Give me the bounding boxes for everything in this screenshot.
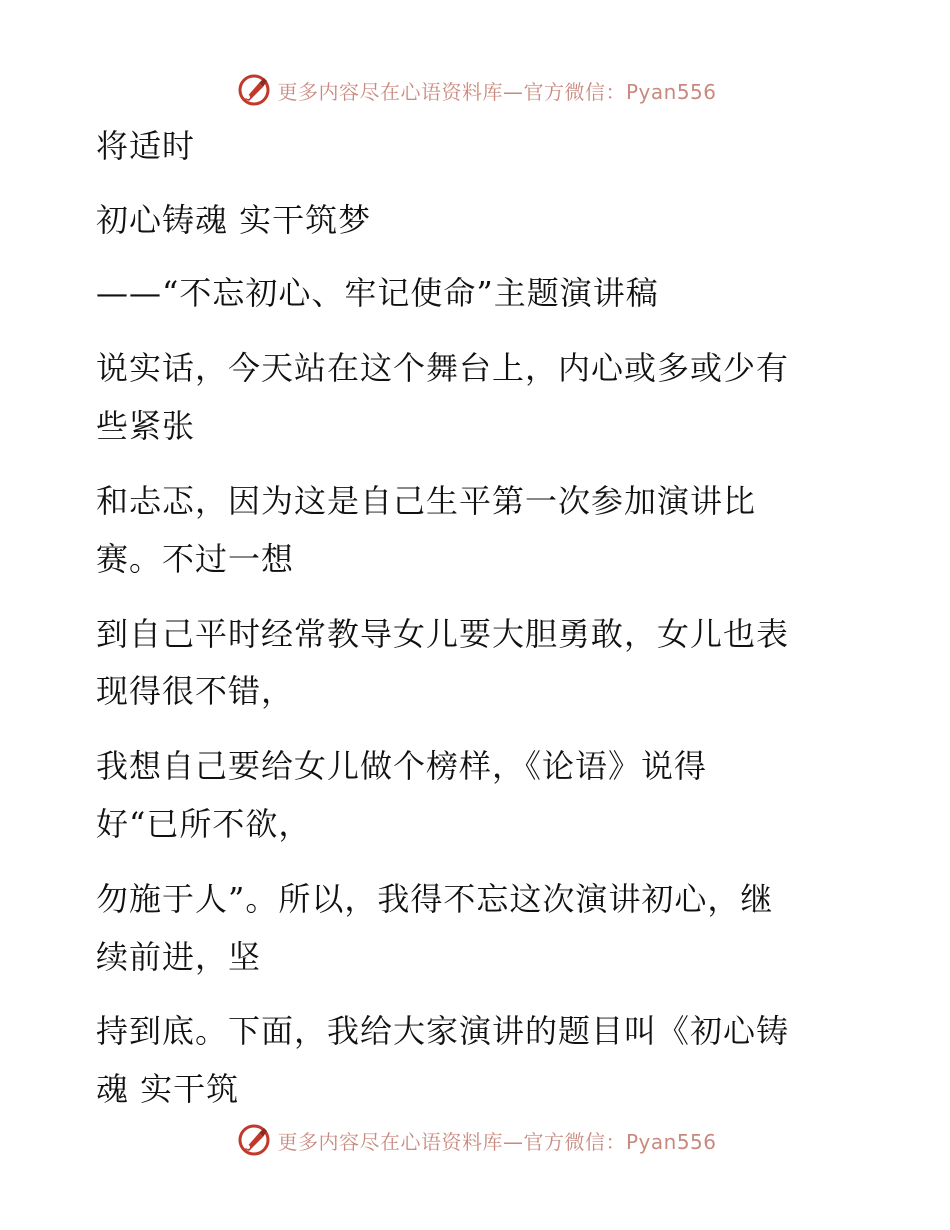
body-line-6: 和忐忑，因为这是自己生平第一次参加演讲比 <box>96 482 757 520</box>
body-line-15: 魂 实干筑 <box>96 1070 240 1108</box>
body-line-10: 我想自己要给女儿做个榜样，《论语》说得 <box>96 747 708 785</box>
body-line-12: 勿施于人”。所以，我得不忘这次演讲初心，继 <box>96 880 774 918</box>
footer-wechat-id: Pyan556 <box>625 1129 717 1154</box>
body-line-14: 持到底。下面，我给大家演讲的题目叫《初心铸 <box>96 1012 790 1050</box>
footer-banner-text <box>277 1126 716 1155</box>
body-line-7: 赛。不过一想 <box>96 540 295 578</box>
body-line-5: 些紧张 <box>96 407 196 445</box>
header-wechat-id: Pyan556 <box>625 79 717 104</box>
footer-site-text: 更多内容尽在心语资料库 <box>277 1129 503 1154</box>
body-line-13: 续前进，坚 <box>96 938 262 976</box>
body-line-1: 将适时 <box>96 127 196 165</box>
body-line-11: 好“已所不欲， <box>96 805 312 843</box>
header-site-text: 更多内容尽在心语资料库 <box>277 79 503 104</box>
body-line-3: ——“不忘初心、牢记使命”主题演讲稿 <box>96 274 659 312</box>
body-line-4: 说实话，今天站在这个舞台上，内心或多或少有 <box>96 349 790 387</box>
header-dash: — <box>502 79 524 104</box>
body-line-2: 初心铸魂 实干筑梦 <box>96 201 372 239</box>
pen-logo-icon <box>237 1123 271 1157</box>
body-line-8: 到自己平时经常教导女儿要大胆勇敢，女儿也表 <box>96 615 790 653</box>
header-wechat-label: 官方微信： <box>523 79 626 104</box>
footer-banner <box>0 1120 950 1160</box>
footer-banner-inner <box>237 1123 716 1157</box>
footer-dash: — <box>502 1129 524 1154</box>
body-line-9: 现得很不错， <box>96 672 295 710</box>
footer-wechat-label: 官方微信： <box>523 1129 626 1154</box>
